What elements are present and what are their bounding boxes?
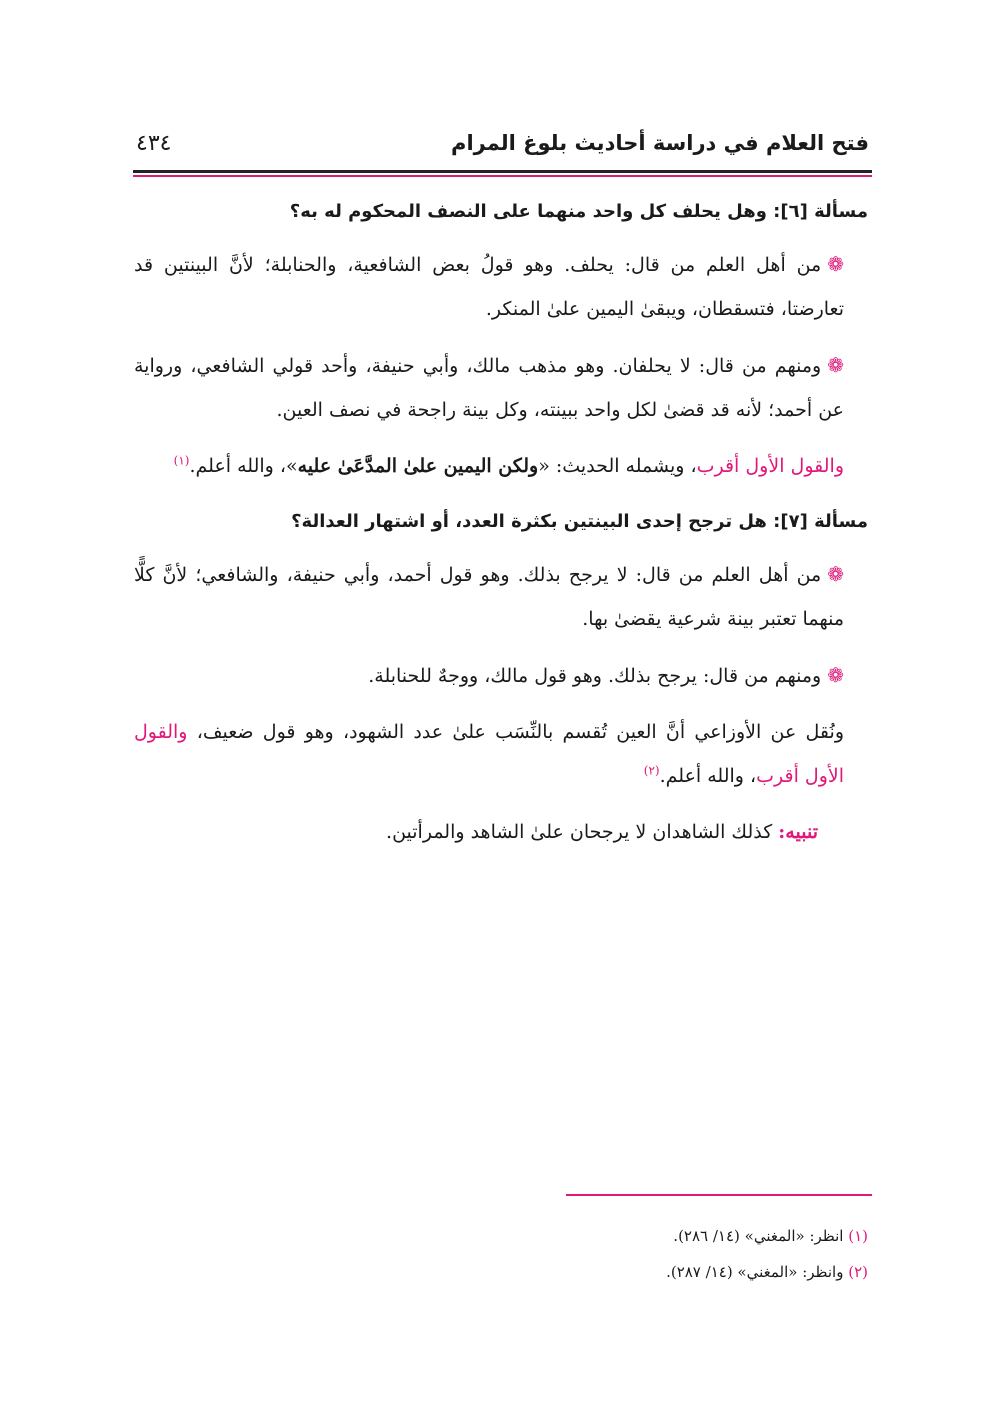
flower-bullet-icon: ❁: [827, 562, 844, 586]
issue-7-conclusion-start: ونُقل عن الأوزاعي أنَّ العين تُقسم بالنِّسَب علىٰ عدد الشهود، وهو قول ضعيف،: [187, 721, 844, 743]
issue-6-opinion-2-text: ومنهم من قال: لا يحلفان. وهو مذهب مالك، وأبي حنيفة، وأحد قولي الشافعي، ورواية عن أحمد؛ لأنه قد قضىٰ لكل واحد ببينته، وكل بينة راجحة في نصف العين.: [134, 355, 844, 421]
footnote-2-text: وانظر: «المغني» (١٤/ ٢٨٧).: [666, 1263, 849, 1281]
issue-7-opinion-2: [134, 653, 868, 698]
conclusion-end: »، والله أعلم.: [189, 455, 298, 477]
note-text: كذلك الشاهدان لا يرجحان علىٰ الشاهد والمرأتين.: [386, 821, 779, 843]
issue-6-opinion-2: [134, 343, 868, 432]
main-content: [134, 190, 868, 866]
issue-6-opinion-1-text: من أهل العلم من قال: يحلف. وهو قولُ بعض الشافعية، والحنابلة؛ لأنَّ البينتين قد تعارضتا، فتسقطان، ويبقىٰ اليمين علىٰ المنكر.: [134, 254, 844, 320]
issue-6-opinion-1: [134, 242, 868, 331]
conclusion-mid: ، ويشمله الحديث: «: [538, 455, 697, 477]
note-paragraph: [134, 810, 868, 854]
running-title: فتح العلام في دراسة أحاديث بلوغ المرام: [451, 131, 869, 155]
footnote-ref-2[interactable]: (٢): [643, 763, 660, 778]
flower-bullet-icon: ❁: [827, 252, 844, 276]
issue-6-label: مسألة [٦]:: [773, 201, 868, 222]
issue-7-opinion-2-text: ومنهم من قال: يرجح بذلك. وهو قول مالك، ووجهٌ للحنابلة.: [368, 665, 822, 687]
footnote-rule: [566, 1194, 872, 1196]
header-rule: [133, 170, 872, 173]
footnote-1: [400, 1218, 868, 1254]
issue-7-opinion-1-text: من أهل العلم من قال: لا يرجح بذلك. وهو قول أحمد، وأبي حنيفة، والشافعي؛ لأنَّ كلًّا منهما تعتبر بينة شرعية يقضىٰ بها.: [134, 564, 844, 630]
flower-bullet-icon: ❁: [827, 663, 844, 687]
issue-7-label: مسألة [٧]:: [773, 511, 868, 532]
issue-6-question: وهل يحلف كل واحد منهما على النصف المحكوم له به؟: [289, 201, 767, 222]
issue-7-conclusion-end: ، والله أعلم.: [659, 765, 757, 787]
footnote-2-number: (٢): [848, 1263, 868, 1281]
footnotes: [400, 1218, 868, 1290]
page-number: ٤٣٤: [136, 130, 172, 156]
preferred-opinion-label: والقول الأول أقرب: [696, 455, 844, 477]
footnote-2: [400, 1254, 868, 1290]
issue-7-question: هل ترجح إحدى البينتين بكثرة العدد، أو اشتهار العدالة؟: [291, 511, 767, 532]
footnote-ref-1[interactable]: (١): [173, 453, 190, 468]
issue-6-conclusion: [134, 444, 868, 488]
flower-bullet-icon: ❁: [827, 353, 844, 377]
issue-7-opinion-1: [134, 552, 868, 641]
issue-7-conclusion: [134, 710, 868, 798]
preferred-opinion-label: والقول الأول أقرب: [134, 721, 844, 787]
header-accent-rule: [133, 175, 872, 177]
page-header: [136, 120, 869, 166]
issue-7-heading: [134, 500, 868, 544]
hadith-quote: ولكن اليمين علىٰ المدَّعَىٰ عليه: [297, 455, 539, 477]
note-label: تنبيه:: [778, 821, 818, 843]
footnote-1-number: (١): [848, 1227, 868, 1245]
issue-6-heading: [134, 190, 868, 234]
footnote-1-text: انظر: «المغني» (١٤/ ٢٨٦).: [673, 1227, 849, 1245]
